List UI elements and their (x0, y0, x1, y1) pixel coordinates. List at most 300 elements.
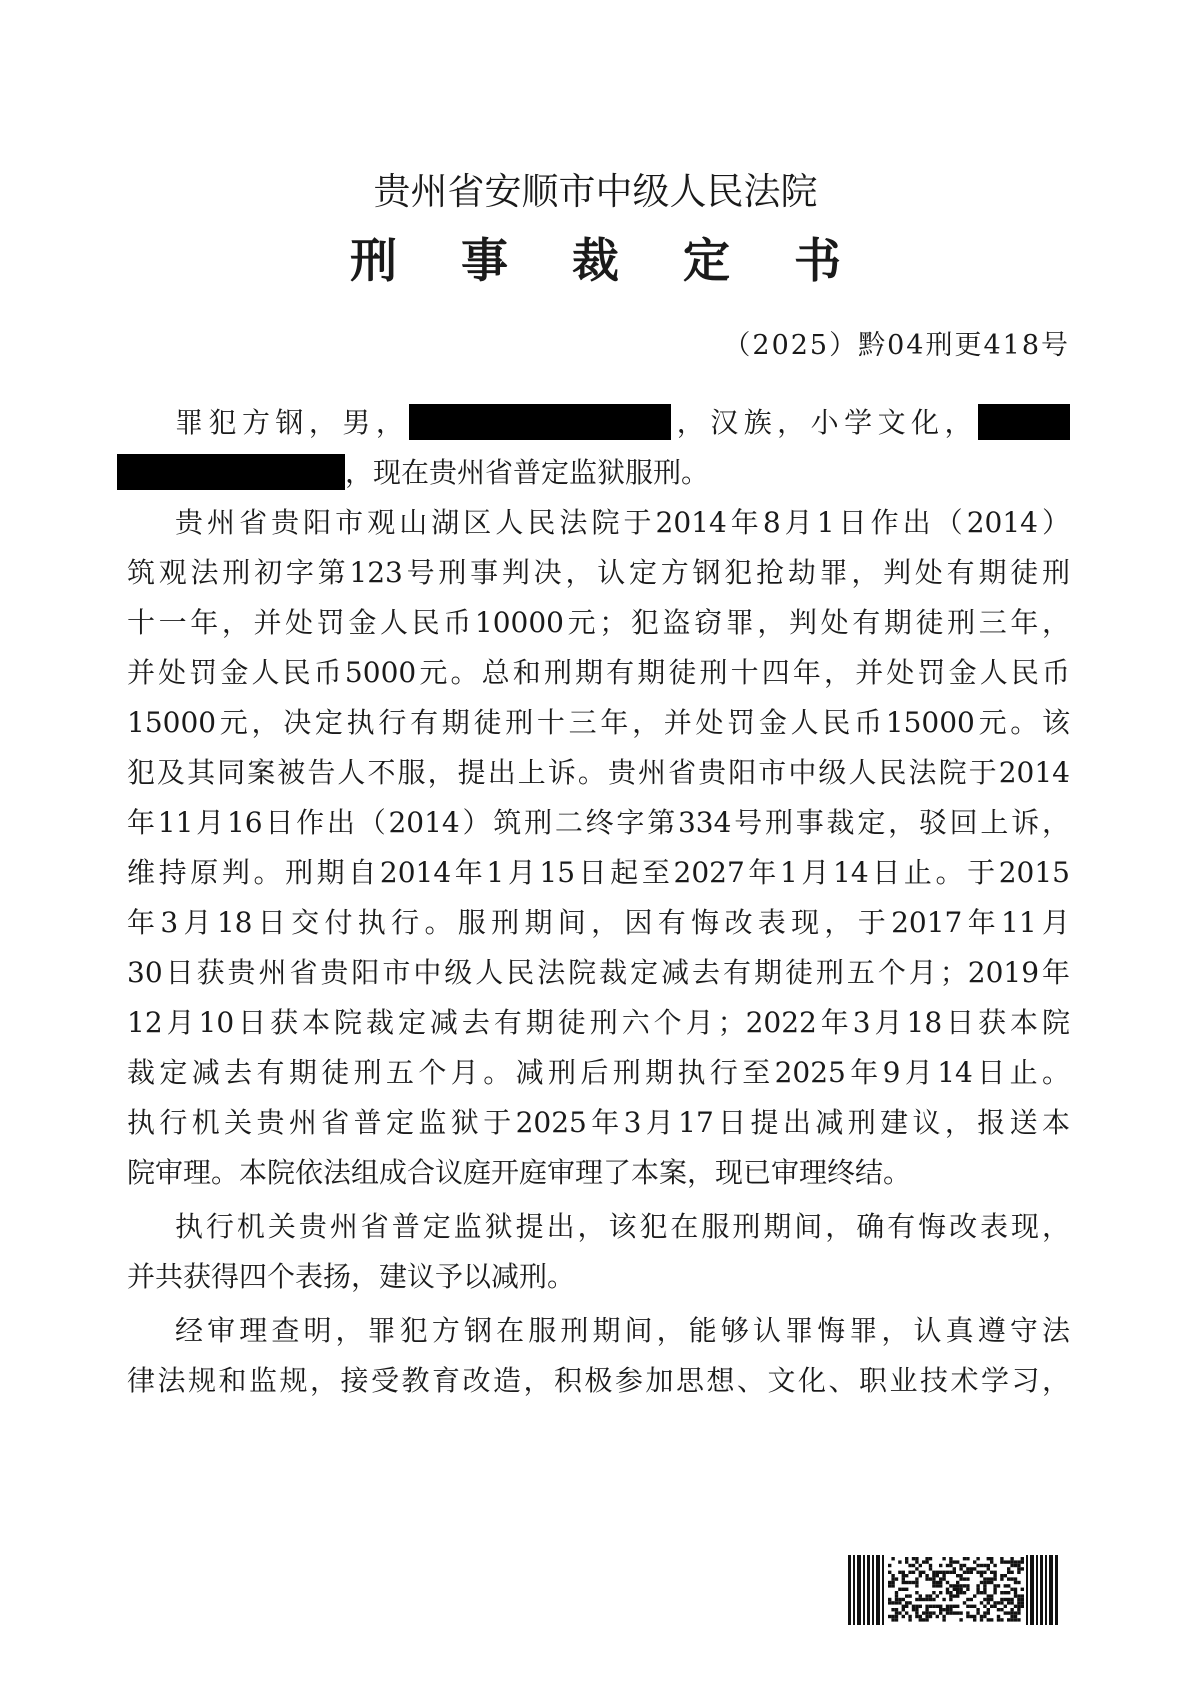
barcode-module (993, 1574, 996, 1577)
barcode-module (983, 1564, 986, 1567)
barcode-module (905, 1611, 908, 1614)
barcode-module (983, 1577, 986, 1580)
barcode-module (949, 1564, 952, 1567)
barcode-module (908, 1564, 911, 1567)
paragraph-line: 贵州省贵阳市观山湖区人民法院于2014年8月1日作出（2014） (175, 506, 1070, 539)
barcode-module (966, 1567, 969, 1570)
barcode-module (973, 1618, 976, 1621)
barcode-module (946, 1564, 949, 1567)
barcode-module (983, 1591, 986, 1594)
barcode-module (919, 1571, 922, 1574)
barcode-module (956, 1584, 959, 1587)
barcode-module (1004, 1611, 1007, 1614)
barcode-module (922, 1560, 925, 1563)
barcode-module (925, 1574, 928, 1577)
barcode-module (949, 1594, 952, 1597)
barcode-module (1004, 1591, 1007, 1594)
barcode-module (956, 1591, 959, 1594)
barcode-module (915, 1591, 918, 1594)
barcode-module (925, 1605, 928, 1608)
barcode-module (936, 1571, 939, 1574)
paragraph-line: 并共获得四个表扬，建议予以减刑。 (127, 1260, 576, 1293)
barcode-module (1007, 1591, 1010, 1594)
barcode-module (983, 1615, 986, 1618)
barcode-module (987, 1567, 990, 1570)
barcode-module (1010, 1618, 1013, 1621)
barcode-module (939, 1605, 942, 1608)
barcode-module (895, 1611, 898, 1614)
barcode-module (990, 1560, 993, 1563)
barcode-image (848, 1555, 1060, 1625)
barcode-module (919, 1574, 922, 1577)
barcode-module (946, 1605, 949, 1608)
barcode-module (929, 1598, 932, 1601)
paragraph-line: 犯及其同案被告人不服，提出上诉。贵州省贵阳市中级人民法院于2014 (127, 756, 1070, 789)
barcode-module (898, 1588, 901, 1591)
barcode-module (1017, 1564, 1020, 1567)
paragraph-line (117, 448, 1060, 498)
barcode-module (925, 1611, 928, 1614)
barcode-module (939, 1581, 942, 1584)
barcode-module (1017, 1598, 1020, 1601)
barcode-module (919, 1594, 922, 1597)
barcode-module (987, 1577, 990, 1580)
barcode-module (888, 1581, 891, 1584)
barcode-module (891, 1574, 894, 1577)
barcode-module (929, 1557, 932, 1560)
barcode-module (939, 1564, 942, 1567)
barcode-module (949, 1608, 952, 1611)
barcode-module (902, 1574, 905, 1577)
barcode-module (953, 1611, 956, 1614)
barcode-module (959, 1618, 962, 1621)
barcode-module (973, 1615, 976, 1618)
barcode-module (990, 1581, 993, 1584)
barcode-module (976, 1584, 979, 1587)
barcode-module (891, 1618, 894, 1621)
barcode-module (966, 1598, 969, 1601)
barcode-module (905, 1588, 908, 1591)
barcode-module (993, 1584, 996, 1587)
barcode-module (973, 1560, 976, 1563)
barcode-module (902, 1581, 905, 1584)
barcode-module (898, 1571, 901, 1574)
barcode-module (983, 1588, 986, 1591)
court-name: 贵州省安顺市中级人民法院 (373, 170, 818, 213)
barcode-module (1017, 1567, 1020, 1570)
barcode-module (997, 1584, 1000, 1587)
barcode-module (946, 1581, 949, 1584)
barcode-module (915, 1577, 918, 1580)
barcode-module (1007, 1618, 1010, 1621)
barcode-module (932, 1571, 935, 1574)
barcode-module (1017, 1608, 1020, 1611)
barcode-module (925, 1560, 928, 1563)
barcode-module (929, 1611, 932, 1614)
barcode-module (1017, 1611, 1020, 1614)
barcode-module (932, 1598, 935, 1601)
barcode-module (1000, 1557, 1003, 1560)
barcode-module (905, 1560, 908, 1563)
barcode-module (970, 1615, 973, 1618)
barcode-module (980, 1591, 983, 1594)
barcode-module (922, 1571, 925, 1574)
barcode-module (905, 1605, 908, 1608)
paragraph-line: 并处罚金人民币5000元。总和刑期有期徒刑十四年，并处罚金人民币 (127, 656, 1070, 689)
barcode-module (1014, 1594, 1017, 1597)
barcode-module (929, 1605, 932, 1608)
barcode-module (959, 1567, 962, 1570)
barcode-module (987, 1557, 990, 1560)
barcode-module (942, 1615, 945, 1618)
paragraph-line: 裁定减去有期徒刑五个月。减刑后刑期执行至2025年9月14日止。 (127, 1056, 1070, 1089)
barcode-module (925, 1598, 928, 1601)
barcode-module (1014, 1581, 1017, 1584)
barcode-module (915, 1615, 918, 1618)
barcode-module (949, 1557, 952, 1560)
barcode-module (939, 1608, 942, 1611)
barcode-module (1010, 1557, 1013, 1560)
barcode-module (891, 1584, 894, 1587)
barcode-module (888, 1601, 891, 1604)
barcode-module (888, 1584, 891, 1587)
barcode-module (993, 1588, 996, 1591)
barcode-module (936, 1605, 939, 1608)
barcode-module (963, 1601, 966, 1604)
barcode-module (993, 1605, 996, 1608)
paragraph-line: 15000元，决定执行有期徒刑十三年，并处罚金人民币15000元。该 (127, 706, 1070, 739)
barcode-module (946, 1611, 949, 1614)
barcode-module (987, 1564, 990, 1567)
paragraph-line: 十一年，并处罚金人民币10000元；犯盗窃罪，判处有期徒刑三年， (127, 606, 1070, 639)
barcode-module (902, 1588, 905, 1591)
barcode-module (932, 1577, 935, 1580)
barcode-module (976, 1564, 979, 1567)
barcode-module (942, 1598, 945, 1601)
barcode-module (1014, 1618, 1017, 1621)
barcode-module (919, 1618, 922, 1621)
barcode-module (912, 1581, 915, 1584)
barcode-module (919, 1605, 922, 1608)
redaction-bar (117, 454, 345, 490)
barcode-module (993, 1577, 996, 1580)
barcode-module (963, 1584, 966, 1587)
barcode-module (1014, 1588, 1017, 1591)
barcode-module (980, 1601, 983, 1604)
barcode-module (1021, 1601, 1024, 1604)
barcode-module (1017, 1581, 1020, 1584)
barcode-module (915, 1584, 918, 1587)
barcode-module (980, 1564, 983, 1567)
paragraph-line: 12月10日获本院裁定减去有期徒刑六个月；2022年3月18日获本院 (127, 1006, 1070, 1039)
barcode-module (932, 1574, 935, 1577)
barcode-module (990, 1594, 993, 1597)
barcode-module (1007, 1567, 1010, 1570)
barcode-module (973, 1594, 976, 1597)
barcode-module (970, 1571, 973, 1574)
paragraph-line (175, 398, 1070, 448)
paragraph-line: 执行机关贵州省普定监狱提出，该犯在服刑期间，确有悔改表现， (175, 1210, 1070, 1243)
barcode-module (1000, 1591, 1003, 1594)
barcode-module (953, 1605, 956, 1608)
barcode-module (929, 1567, 932, 1570)
barcode-module (959, 1574, 962, 1577)
barcode-module (1017, 1618, 1020, 1621)
barcode-module (953, 1567, 956, 1570)
barcode-module (963, 1577, 966, 1580)
barcode-module (1007, 1611, 1010, 1614)
barcode-module (939, 1591, 942, 1594)
barcode-module (905, 1594, 908, 1597)
barcode-module (990, 1557, 993, 1560)
barcode-module (987, 1601, 990, 1604)
barcode-module (898, 1598, 901, 1601)
barcode-module (1004, 1560, 1007, 1563)
paragraph-line: 筑观法刑初字第123号刑事判决，认定方钢犯抢劫罪，判处有期徒刑 (127, 556, 1070, 589)
barcode-module (1017, 1594, 1020, 1597)
barcode-module (970, 1598, 973, 1601)
barcode-module (942, 1557, 945, 1560)
barcode-module (959, 1577, 962, 1580)
barcode-module (946, 1588, 949, 1591)
barcode-module (902, 1598, 905, 1601)
barcode-module (956, 1594, 959, 1597)
barcode-module (956, 1574, 959, 1577)
barcode-module (942, 1618, 945, 1621)
barcode-module (905, 1601, 908, 1604)
barcode-module (1007, 1571, 1010, 1574)
barcode-module (891, 1608, 894, 1611)
barcode-module (902, 1608, 905, 1611)
barcode-module (908, 1581, 911, 1584)
barcode-module (942, 1608, 945, 1611)
barcode-module (946, 1571, 949, 1574)
barcode-module (990, 1618, 993, 1621)
barcode-module (993, 1591, 996, 1594)
barcode-module (1010, 1601, 1013, 1604)
barcode-module (1014, 1605, 1017, 1608)
redaction-bar (978, 404, 1070, 440)
barcode-module (990, 1571, 993, 1574)
barcode-module (895, 1615, 898, 1618)
barcode-module (898, 1601, 901, 1604)
barcode-module (980, 1615, 983, 1618)
barcode-module (963, 1591, 966, 1594)
barcode-module (891, 1557, 894, 1560)
barcode-module (1021, 1605, 1024, 1608)
barcode-module (1010, 1598, 1013, 1601)
barcode-module (963, 1564, 966, 1567)
barcode-module (987, 1598, 990, 1601)
barcode-module (1017, 1571, 1020, 1574)
barcode-module (990, 1598, 993, 1601)
barcode-module (956, 1581, 959, 1584)
barcode-module (929, 1594, 932, 1597)
barcode-module (888, 1571, 891, 1574)
barcode-module (1004, 1598, 1007, 1601)
case-number: （2025）黔04刑更418号 (723, 330, 1070, 361)
barcode-module (997, 1601, 1000, 1604)
barcode-module (942, 1571, 945, 1574)
barcode-module (942, 1577, 945, 1580)
barcode-module (956, 1560, 959, 1563)
barcode-module (956, 1605, 959, 1608)
barcode-module (915, 1560, 918, 1563)
barcode-module (932, 1605, 935, 1608)
barcode-module (915, 1611, 918, 1614)
barcode-module (980, 1618, 983, 1621)
barcode-module (1004, 1574, 1007, 1577)
barcode-module (997, 1618, 1000, 1621)
paragraph-line: 律法规和监规，接受教育改造，积极参加思想、文化、职业技术学习， (127, 1364, 1070, 1397)
barcode-module (966, 1577, 969, 1580)
barcode-module (1014, 1577, 1017, 1580)
barcode-module (1000, 1608, 1003, 1611)
barcode-module (925, 1608, 928, 1611)
barcode-module (987, 1618, 990, 1621)
barcode-module (1010, 1560, 1013, 1563)
barcode-module (888, 1564, 891, 1567)
barcode-module (1007, 1601, 1010, 1604)
barcode-module (1007, 1584, 1010, 1587)
barcode-module (895, 1594, 898, 1597)
barcode-module (1021, 1567, 1024, 1570)
barcode-module (966, 1605, 969, 1608)
barcode-module (966, 1588, 969, 1591)
barcode-module (925, 1618, 928, 1621)
redaction-bar (409, 404, 671, 440)
barcode-module (1010, 1611, 1013, 1614)
barcode-module (949, 1605, 952, 1608)
barcode-module (932, 1611, 935, 1614)
barcode-module (976, 1588, 979, 1591)
barcode-module (908, 1571, 911, 1574)
barcode-module (895, 1618, 898, 1621)
document-title: 刑事裁定书 (350, 234, 905, 289)
barcode-module (936, 1584, 939, 1587)
barcode-module (1014, 1611, 1017, 1614)
barcode-module (987, 1611, 990, 1614)
barcode-module (1010, 1588, 1013, 1591)
barcode-module (970, 1567, 973, 1570)
barcode-module (956, 1588, 959, 1591)
barcode-module (949, 1560, 952, 1563)
barcode-module (936, 1574, 939, 1577)
barcode-module (993, 1601, 996, 1604)
barcode-module (912, 1564, 915, 1567)
barcode-module (976, 1611, 979, 1614)
paragraph-line: 执行机关贵州省普定监狱于2025年3月17日提出减刑建议，报送本 (127, 1106, 1070, 1139)
barcode-module (915, 1567, 918, 1570)
barcode-module (932, 1591, 935, 1594)
paragraph-line: 维持原判。刑期自2014年1月15日起至2027年1月14日止。于2015 (127, 856, 1070, 889)
barcode-module (946, 1591, 949, 1594)
barcode-module (959, 1584, 962, 1587)
barcode-module (919, 1598, 922, 1601)
barcode-module (959, 1611, 962, 1614)
barcode-module (983, 1611, 986, 1614)
barcode-module (922, 1618, 925, 1621)
barcode-module (939, 1584, 942, 1587)
barcode-module (932, 1584, 935, 1587)
barcode-module (1021, 1560, 1024, 1563)
barcode-module (912, 1605, 915, 1608)
barcode-module (1000, 1560, 1003, 1563)
barcode-module (956, 1611, 959, 1614)
barcode-module (1000, 1618, 1003, 1621)
barcode-module (902, 1605, 905, 1608)
barcode-module (946, 1608, 949, 1611)
barcode-module (912, 1608, 915, 1611)
barcode-module (915, 1557, 918, 1560)
barcode-module (990, 1577, 993, 1580)
barcode-module (908, 1615, 911, 1618)
barcode-module (929, 1577, 932, 1580)
barcode-module (1021, 1598, 1024, 1601)
barcode-module (1010, 1564, 1013, 1567)
barcode-module (891, 1601, 894, 1604)
barcode-module (983, 1584, 986, 1587)
barcode-module (966, 1571, 969, 1574)
barcode-module (919, 1564, 922, 1567)
barcode-module (888, 1598, 891, 1601)
paragraph-line: 年11月16日作出（2014）筑刑二终字第334号刑事裁定，驳回上诉， (127, 806, 1070, 839)
barcode-module (997, 1615, 1000, 1618)
barcode-module (1014, 1615, 1017, 1618)
paragraph-line: 年3月18日交付执行。服刑期间，因有悔改表现，于2017年11月 (127, 906, 1070, 939)
barcode-module (966, 1611, 969, 1614)
barcode-module (902, 1577, 905, 1580)
barcode-module (963, 1571, 966, 1574)
barcode-module (895, 1591, 898, 1594)
barcode-module (949, 1598, 952, 1601)
barcode-module (976, 1591, 979, 1594)
barcode-module (1014, 1560, 1017, 1563)
barcode-module (1007, 1577, 1010, 1580)
barcode-module (1010, 1615, 1013, 1618)
defendant-intro: 罪犯方钢，男， (175, 406, 410, 439)
barcode-module (939, 1577, 942, 1580)
barcode-module (970, 1605, 973, 1608)
barcode-module (953, 1560, 956, 1563)
barcode-module (898, 1560, 901, 1563)
barcode-module (908, 1601, 911, 1604)
barcode-module (993, 1564, 996, 1567)
barcode-module (925, 1557, 928, 1560)
barcode-module (966, 1557, 969, 1560)
barcode-module (902, 1571, 905, 1574)
prison-info: ，现在贵州省普定监狱服刑。 (345, 456, 710, 489)
barcode-module (895, 1577, 898, 1580)
barcode-module (936, 1615, 939, 1618)
barcode-module (973, 1605, 976, 1608)
barcode-module (942, 1574, 945, 1577)
barcode-module (959, 1588, 962, 1591)
barcode-module (915, 1605, 918, 1608)
barcode-module (949, 1584, 952, 1587)
barcode-module (1017, 1560, 1020, 1563)
barcode-module (1021, 1557, 1024, 1560)
barcode-module (895, 1601, 898, 1604)
barcode-module (949, 1611, 952, 1614)
barcode-module (987, 1581, 990, 1584)
barcode-module (902, 1615, 905, 1618)
barcode-module (925, 1594, 928, 1597)
paragraph-line: 院审理。本院依法组成合议庭开庭审理了本案，现已审理终结。 (127, 1156, 912, 1189)
barcode-module (1010, 1608, 1013, 1611)
barcode-module (1000, 1601, 1003, 1604)
barcode-module (932, 1581, 935, 1584)
